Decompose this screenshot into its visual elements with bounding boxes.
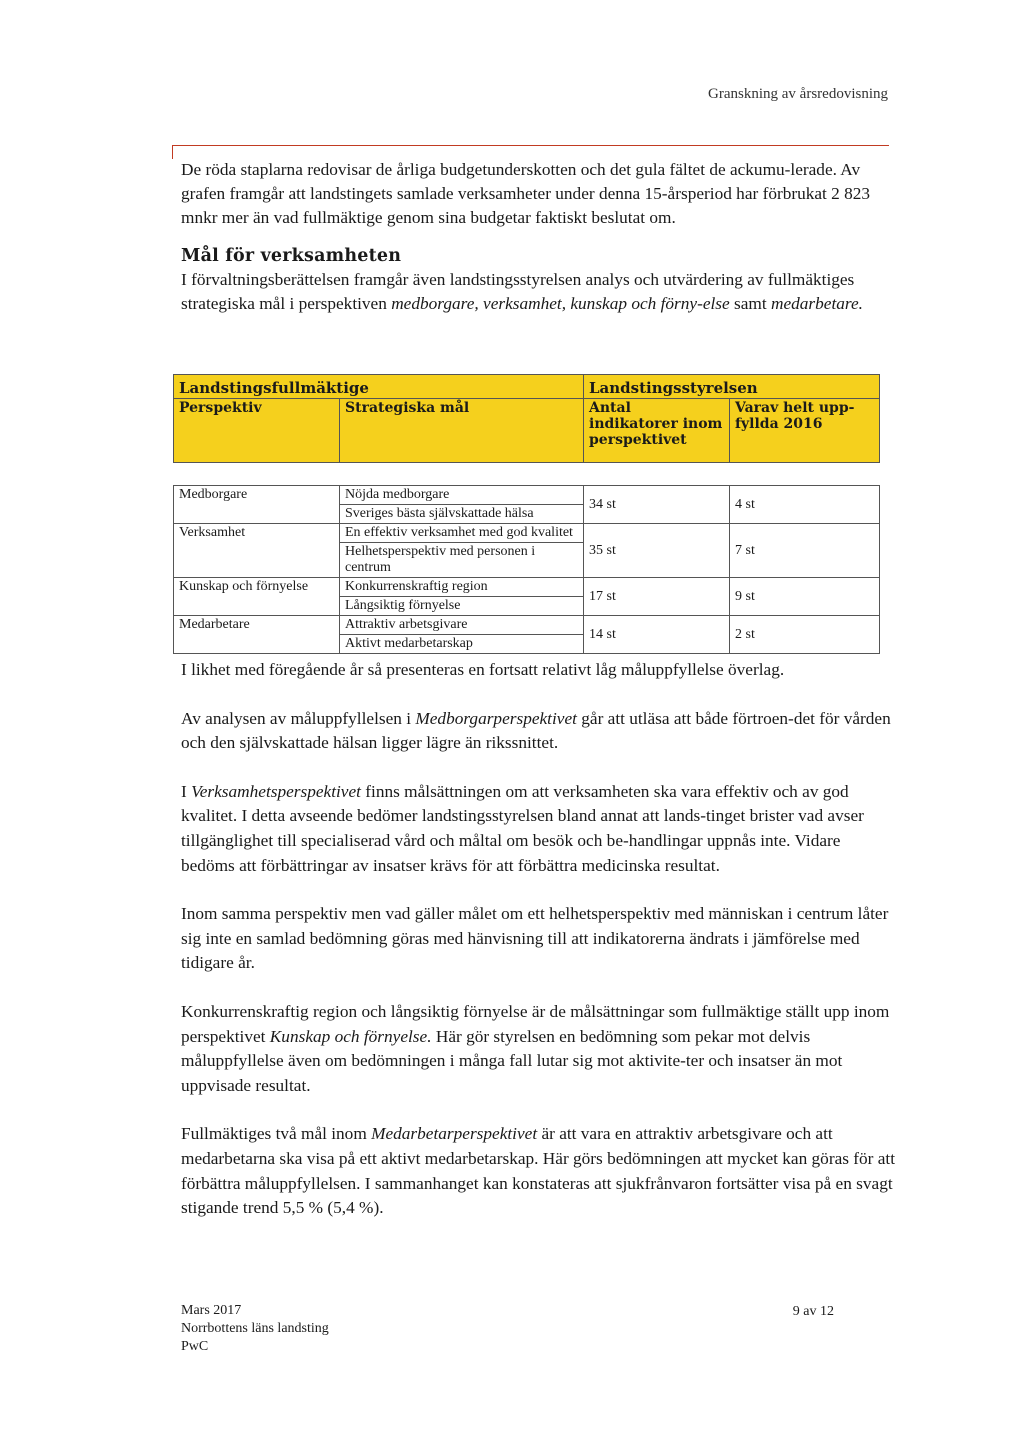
table-row	[174, 486, 880, 505]
fulfilled-cell: 9 st	[730, 578, 880, 616]
footer-org: Norrbottens läns landsting	[181, 1321, 329, 1336]
header-rule-tick	[172, 145, 173, 159]
footer-firm: PwC	[181, 1339, 209, 1354]
col-goal: Strategiska mål	[340, 399, 584, 463]
goals-table	[173, 374, 880, 654]
body-paragraph-2	[181, 707, 896, 756]
header-rule	[172, 145, 889, 146]
col-fulfilled: Varav helt upp-fyllda 2016	[730, 399, 880, 463]
perspective-cell: Medborgare	[174, 486, 340, 524]
body-paragraph-3	[181, 780, 896, 878]
section-heading: Mål för verksamheten	[181, 245, 402, 266]
indicators-cell: 34 st	[584, 486, 730, 524]
body-section	[181, 658, 896, 1245]
running-header: Granskning av årsredovisning	[708, 86, 888, 102]
page-number: 9 av 12	[792, 1304, 834, 1319]
p3-emphasis: Verksamhetsperspektivet	[191, 781, 361, 801]
table-group-header	[174, 375, 880, 399]
body-paragraph-1: I likhet med föregående år så presenteras en fortsatt relativt låg måluppfyllelse överlag.	[181, 660, 785, 679]
goal-cell: En effektiv verksamhet med god kvalitet	[340, 524, 584, 543]
table-column-header	[174, 399, 880, 463]
p6-text-b: är att vara en attraktiv arbetsgivare och att medarbetarna ska visa på ett aktivt medarbetarskap. Här görs bedömningen att mycket kan göras för att förbättra måluppfyllelsen. I sammanhanget kan konstateras att sjukfrånvaron fortsätter visa på en svagt stigande trend 5,5 % (5,4 %).	[181, 1124, 896, 1218]
body-paragraph-6	[181, 1122, 896, 1220]
p2-emphasis: Medborgarperspektivet	[415, 708, 577, 728]
fulfilled-cell: 4 st	[730, 486, 880, 524]
perspective-cell: Verksamhet	[174, 524, 340, 578]
goal-cell: Konkurrenskraftig region	[340, 578, 584, 597]
p3-text-a: I	[181, 781, 192, 801]
p6-text-a: Fullmäktiges två mål inom	[181, 1124, 372, 1144]
intro-section	[181, 158, 896, 316]
table-row	[174, 578, 880, 597]
footer-date: Mars 2017	[181, 1303, 242, 1318]
goal-cell: Sveriges bästa självskattade hälsa	[340, 505, 584, 524]
indicators-cell: 35 st	[584, 524, 730, 578]
perspective-cell: Kunskap och förnyelse	[174, 578, 340, 616]
p2-text-b: går att utläsa att både förtroen-det för vården och den självskattade hälsan ligger lägre än rikssnittet.	[181, 708, 891, 753]
p3-text-b: finns målsättningen om att verksamheten ska vara effektiv och av god kvalitet. I detta avseende bedömer landstingsstyrelsen bland annat att lands-tinget brister vad avser tillgänglighet till specialiserad vård och måltal om besök och be-handlingar uppnås inte. Vidare bedöms att förbättringar av insatser krävs för att förbättra medicinska resultat.	[181, 781, 864, 875]
body-paragraph-5	[181, 1000, 896, 1098]
p6-emphasis: Medarbetarperspektivet	[371, 1124, 538, 1144]
section-emphasis-1: medborgare, verksamhet, kunskap och förny-else	[391, 294, 730, 314]
col-perspective: Perspektiv	[174, 399, 340, 463]
goal-cell: Långsiktig förnyelse	[340, 597, 584, 616]
section-text-2: samt	[729, 294, 771, 314]
p5-emphasis: Kunskap och förnyelse.	[269, 1026, 432, 1046]
table-spacer	[174, 463, 880, 486]
fulfilled-cell: 7 st	[730, 524, 880, 578]
group-fullmaktige: Landstingsfullmäktige	[174, 375, 584, 399]
indicators-cell: 14 st	[584, 616, 730, 654]
indicators-cell: 17 st	[584, 578, 730, 616]
p2-text-a: Av analysen av måluppfyllelsen i	[181, 708, 416, 728]
section-text-1: I förvaltningsberättelsen framgår även landstingsstyrelsen analys och utvärdering av fullmäktiges strategiska mål i perspektiven	[181, 269, 855, 314]
col-indicators: Antal indikatorer inom perspektivet	[584, 399, 730, 463]
section-paragraph	[181, 268, 896, 316]
table-row	[174, 616, 880, 635]
goal-cell: Helhetsperspektiv med personen i centrum	[340, 543, 584, 578]
body-paragraph-4: Inom samma perspektiv men vad gäller målet om ett helhetsperspektiv med människan i centrum låter sig inte en samlad bedömning göras med hänvisning till att indikatorerna ändrats i jämförelse med tidigare år.	[181, 904, 889, 973]
goal-cell: Nöjda medborgare	[340, 486, 584, 505]
intro-paragraph: De röda staplarna redovisar de årliga budgetunderskotten och det gula fältet de ackumu-lerade. Av grafen framgår att landstingets samlade verksamheter under denna 15-årsperiod har förbrukat 2 823 mnkr mer än vad fullmäktige genom sina budgetar faktiskt beslutat om.	[181, 160, 871, 228]
goal-cell: Attraktiv arbetsgivare	[340, 616, 584, 635]
p5-text-a: Konkurrenskraftig region och långsiktig förnyelse är de målsättningar som fullmäktige ställt upp inom perspektivet	[181, 1001, 890, 1046]
group-styrelsen: Landstingsstyrelsen	[584, 375, 880, 399]
goal-cell: Aktivt medarbetarskap	[340, 635, 584, 654]
perspective-cell: Medarbetare	[174, 616, 340, 654]
p5-text-b: Här gör styrelsen en bedömning som pekar mot delvis måluppfyllelse även om bedömningen i många fall lutar sig mot aktivite-ter och insatser än mot uppvisade resultat.	[181, 1026, 843, 1095]
page-footer	[181, 1302, 329, 1356]
fulfilled-cell: 2 st	[730, 616, 880, 654]
table-row	[174, 524, 880, 543]
section-emphasis-2: medarbetare.	[770, 294, 863, 314]
